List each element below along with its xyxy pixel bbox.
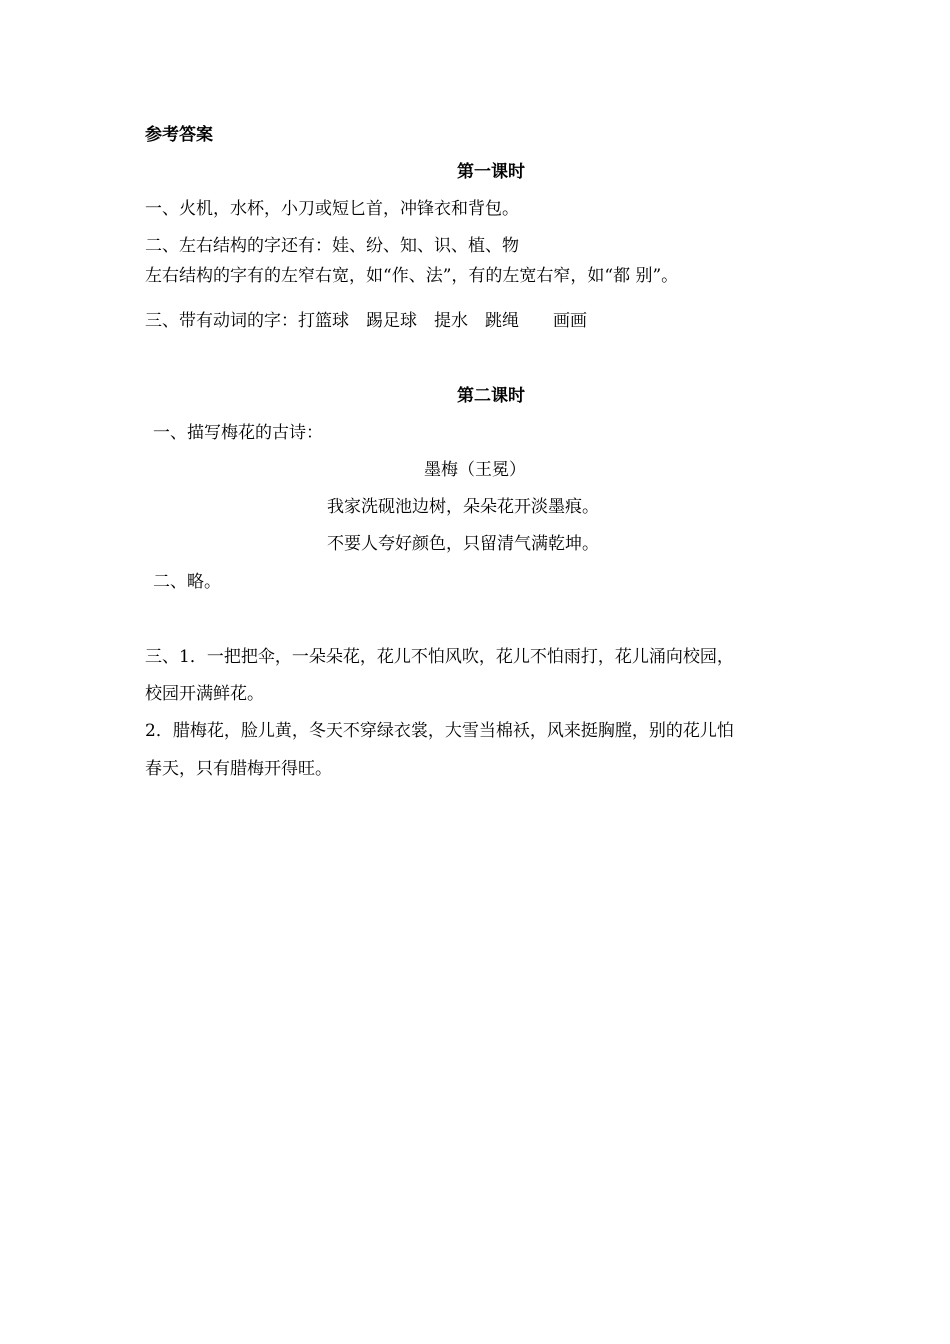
lesson2-heading: 第二课时 xyxy=(457,386,525,406)
lesson2-answer-3-line4: 春天，只有腊梅开得旺。 xyxy=(145,759,332,779)
lesson1-answer-1: 一、火机，水杯，小刀或短匕首，冲锋衣和背包。 xyxy=(145,199,519,219)
lesson2-answer-1-intro: 一、描写梅花的古诗： xyxy=(153,423,323,443)
lesson2-answer-3-line1: 三、1．一把把伞，一朵朵花，花儿不怕风吹，花儿不怕雨打，花儿涌向校园， xyxy=(145,647,734,667)
poem-line-1: 我家洗砚池边树，朵朵花开淡墨痕。 xyxy=(327,497,599,517)
poem-title: 墨梅（王冕） xyxy=(424,460,526,480)
lesson2-answer-3-line2: 校园开满鲜花。 xyxy=(145,684,264,704)
lesson1-answer-2-line1: 二、左右结构的字还有：娃、纷、知、识、植、物 xyxy=(145,236,519,256)
lesson1-answer-2-line2: 左右结构的字有的左窄右宽，如“作、法”，有的左宽右窄，如“都 别”。 xyxy=(145,266,679,286)
poem-line-2: 不要人夸好颜色，只留清气满乾坤。 xyxy=(327,534,599,554)
document-title: 参考答案 xyxy=(145,125,213,145)
lesson1-heading: 第一课时 xyxy=(457,162,525,182)
lesson2-answer-3-line3: 2．腊梅花，脸儿黄，冬天不穿绿衣裳，大雪当棉袄，风来挺胸膛，别的花儿怕 xyxy=(145,721,734,741)
lesson1-answer-3: 三、带有动词的字：打篮球 踢足球 提水 跳绳 画画 xyxy=(145,311,587,331)
lesson2-answer-2: 二、略。 xyxy=(153,572,221,592)
